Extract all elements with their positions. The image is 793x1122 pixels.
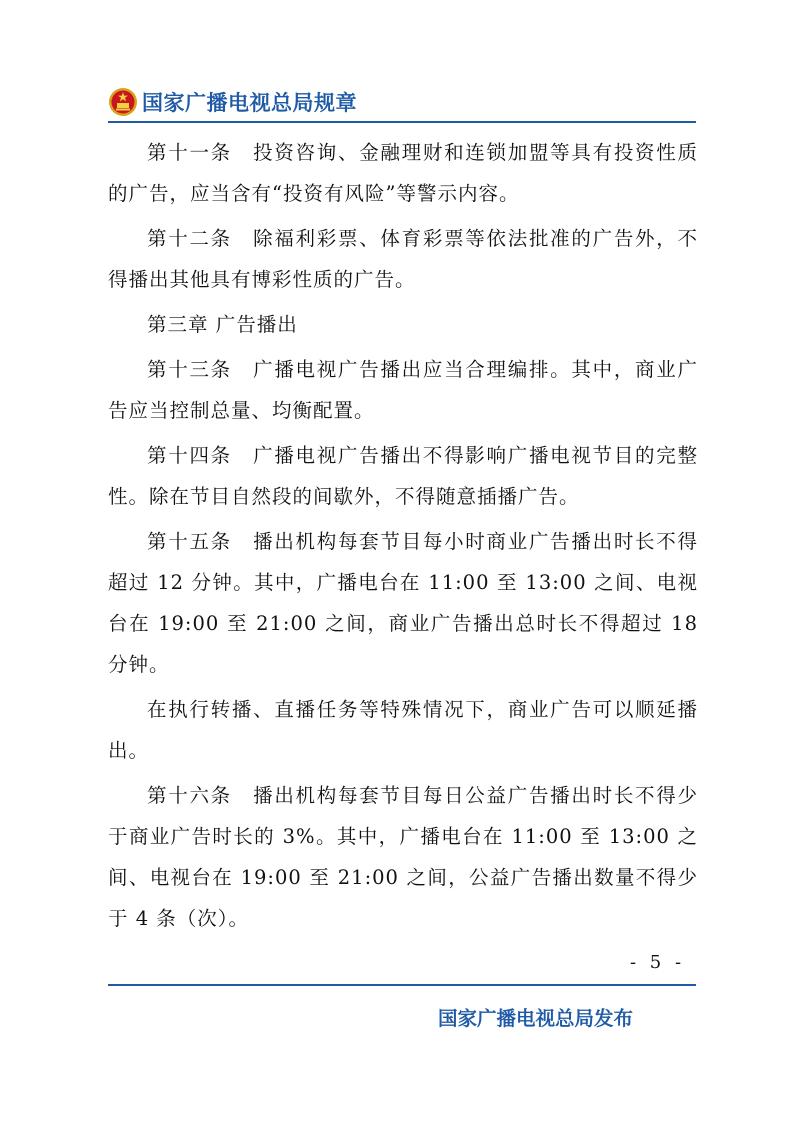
footer-divider (108, 984, 696, 986)
header-divider (108, 121, 696, 123)
article-15: 第十五条 播出机构每套节目每小时商业广告播出时长不得超过 12 分钟。其中，广播电台在 11:00 至 13:00 之间、电视台在 19:00 至 21:00 之间，商业广告播出总时长不得超过 18 分钟。 (108, 530, 698, 676)
article-16: 第十六条 播出机构每套节目每日公益广告播出时长不得少于商业广告时长的 3%。其中，广播电台在 11:00 至 13:00 之间、电视台在 19:00 至 21:00 之间，公益广告播出数量不得少于 4 条（次）。 (108, 784, 698, 930)
header-title: 国家广播电视总局规章 (142, 91, 357, 115)
page-number: - 5 - (630, 952, 686, 973)
document-header (108, 84, 357, 120)
document-body (108, 132, 698, 943)
national-emblem-icon (108, 87, 138, 117)
footer-publisher: 国家广播电视总局发布 (438, 1007, 634, 1030)
chapter-3-heading: 第三章 广告播出 (147, 313, 298, 336)
article-13: 第十三条 广播电视广告播出应当合理编排。其中，商业广告应当控制总量、均衡配置。 (108, 358, 698, 422)
article-12: 第十二条 除福利彩票、体育彩票等依法批准的广告外，不得播出其他具有博彩性质的广告。 (108, 227, 698, 291)
article-15-supplement: 在执行转播、直播任务等特殊情况下，商业广告可以顺延播出。 (108, 698, 698, 762)
article-14: 第十四条 广播电视广告播出不得影响广播电视节目的完整性。除在节目自然段的间歇外，不得随意插播广告。 (108, 444, 698, 508)
article-11: 第十一条 投资咨询、金融理财和连锁加盟等具有投资性质的广告，应当含有“投资有风险”等警示内容。 (108, 141, 698, 205)
